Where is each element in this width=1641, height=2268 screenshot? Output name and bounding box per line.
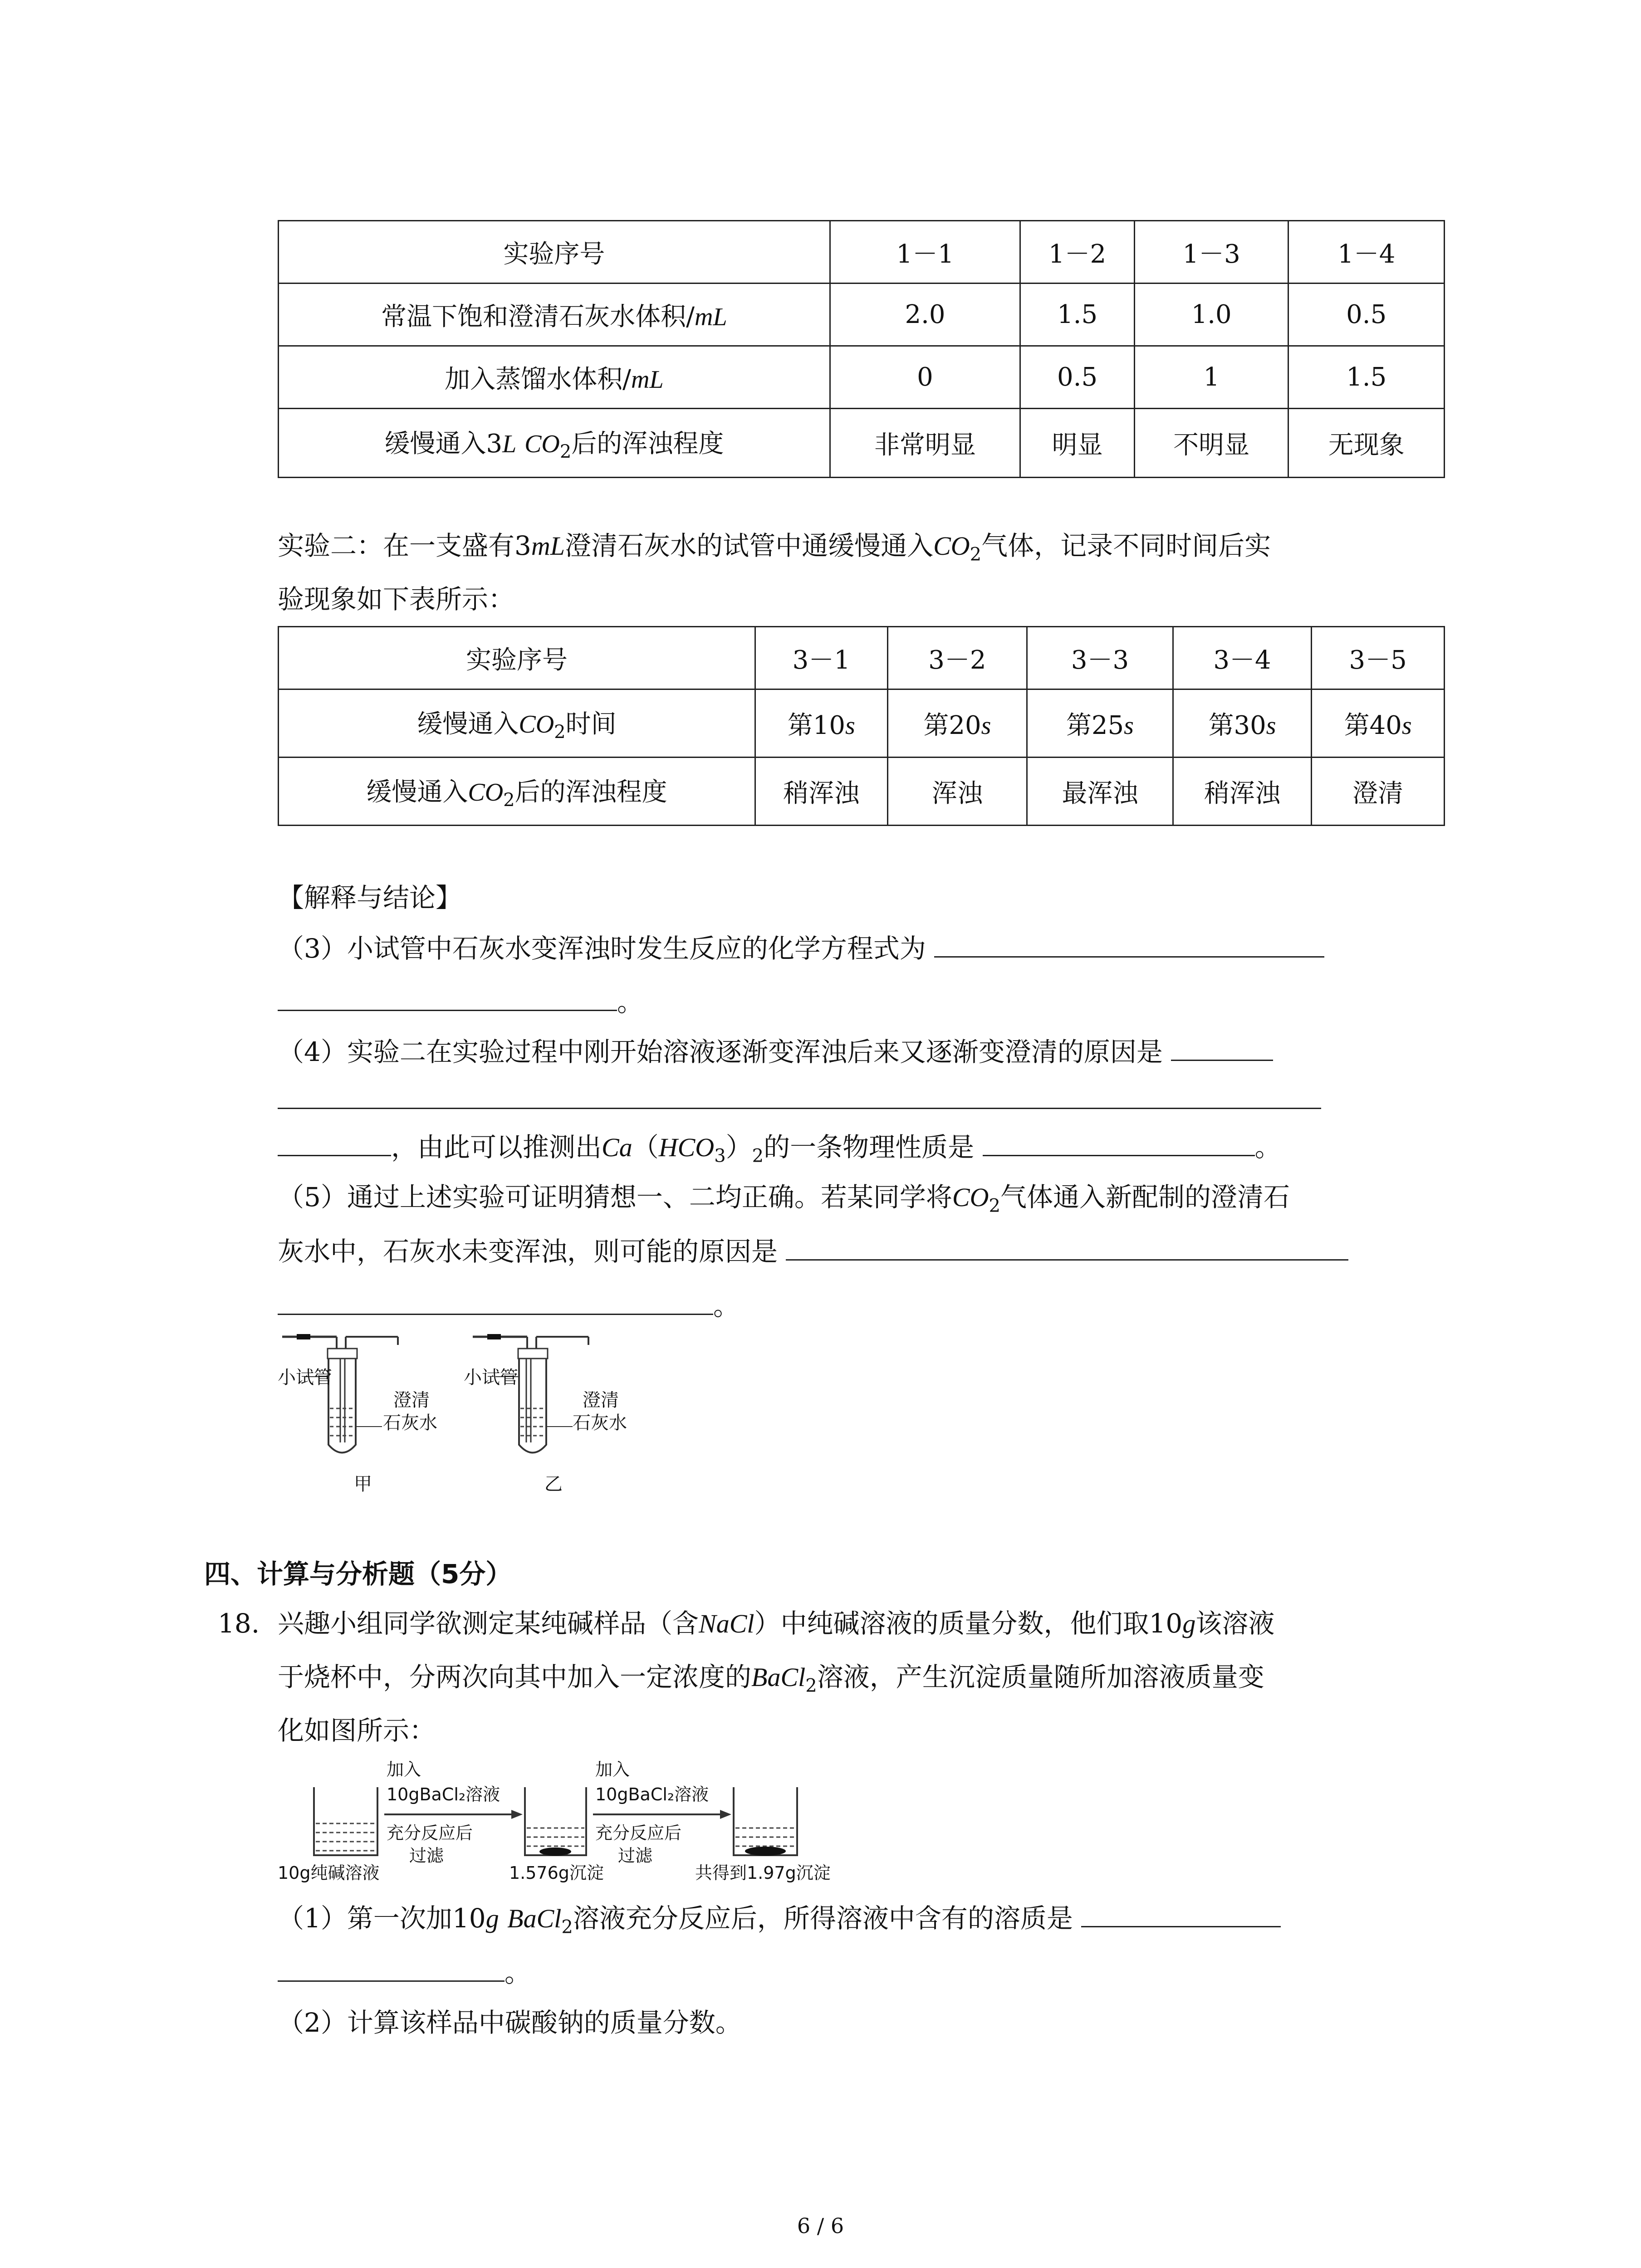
row-label: 缓慢通入$CO_2$后的浑浊程度 <box>279 758 755 826</box>
liquid-label: 澄清 <box>393 1390 430 1411</box>
flow-step-label: 过滤 <box>409 1846 444 1866</box>
liquid-label: 石灰水 <box>383 1413 437 1433</box>
table-header-cell: 实验序号 <box>279 627 755 689</box>
table-cell: 第20s <box>887 689 1027 758</box>
table-header-cell: 3－1 <box>755 627 887 689</box>
row-label: 加入蒸馏水体积/mL <box>279 346 830 409</box>
beaker-caption: 1.576g沉淀 <box>509 1863 604 1883</box>
apparatus-yi-drawing <box>468 1331 650 1467</box>
flow-add-label: 加入 <box>387 1760 421 1779</box>
table-row <box>279 758 1445 826</box>
table-header-cell: 1－3 <box>1134 221 1288 284</box>
liquid-label: 石灰水 <box>573 1413 627 1433</box>
table-row <box>279 689 1445 758</box>
answer-blank[interactable] <box>278 981 617 1011</box>
flow-add-label: 加入 <box>595 1760 630 1779</box>
answer-blank[interactable] <box>278 1951 505 1982</box>
table-header-cell: 3－5 <box>1312 627 1445 689</box>
caption-yi: 乙 <box>544 1474 563 1495</box>
question-18-line2: 于烧杯中，分两次向其中加入一定浓度的BaCl$_2$溶液，产生沉淀质量随所加溶液质量变 <box>278 1662 1264 1696</box>
caption-jia: 甲 <box>354 1474 372 1495</box>
table-cell: 2.0 <box>830 284 1020 346</box>
table-header-cell: 3－3 <box>1027 627 1173 689</box>
table-cell: 非常明显 <box>830 409 1020 478</box>
table-cell: 稍浑浊 <box>755 758 887 826</box>
table-cell: 稍浑浊 <box>1173 758 1312 826</box>
flow-step-label: 充分反应后 <box>595 1823 682 1843</box>
question-5-line2: 灰水中，石灰水未变浑浊，则可能的原因是 <box>278 1225 1348 1278</box>
question-18-line1: 兴趣小组同学欲测定某纯碱样品（含NaCl）中纯碱溶液的质量分数，他们取10g该溶液 <box>278 1608 1275 1639</box>
table-cell: 第10s <box>755 689 887 758</box>
question-18-1: （1）第一次加10g BaCl$_2$溶液充分反应后，所得溶液中含有的溶质是 <box>278 1892 1281 1954</box>
exp2-intro-line1: 实验二：在一支盛有3mL澄清石灰水的试管中通缓慢通入$CO_2$气体，记录不同时间后实 <box>278 530 1271 565</box>
table-cell: 不明显 <box>1134 409 1288 478</box>
table-cell: 0 <box>830 346 1020 409</box>
table-header-cell: 1－2 <box>1020 221 1135 284</box>
question-18-2: （2）计算该样品中碳酸钠的质量分数。 <box>278 2007 742 2038</box>
row-label: 常温下饱和澄清石灰水体积/mL <box>279 284 830 346</box>
table-cell: 第30s <box>1173 689 1312 758</box>
table-header-cell: 3－4 <box>1173 627 1312 689</box>
question-4: （4）实验二在实验过程中刚开始溶液逐渐变浑浊后来又逐渐变澄清的原因是 <box>278 1025 1273 1079</box>
flow-step-label: 过滤 <box>618 1846 653 1866</box>
answer-blank[interactable] <box>278 1285 713 1315</box>
answer-blank[interactable] <box>983 1126 1255 1156</box>
table-experiment-1 <box>278 220 1445 478</box>
flow-step-label: 充分反应后 <box>387 1823 473 1843</box>
tube-label: 小试管 <box>464 1367 518 1388</box>
table-row <box>279 346 1445 409</box>
question-3: （3）小试管中石灰水变浑浊时发生反应的化学方程式为 <box>278 922 1324 975</box>
apparatus-jia-drawing <box>278 1331 459 1467</box>
beaker-flow-diagram <box>278 1755 849 1882</box>
table-header-cell: 3－2 <box>887 627 1027 689</box>
answer-blank[interactable] <box>1081 1897 1281 1927</box>
table-header-row <box>279 627 1445 689</box>
flow-reagent-label: 10gBaCl₂溶液 <box>387 1784 500 1804</box>
answer-blank[interactable] <box>278 1108 1321 1109</box>
question-18-line3: 化如图所示： <box>278 1715 436 1746</box>
answer-blank[interactable] <box>934 927 1324 958</box>
table-cell: 明显 <box>1020 409 1135 478</box>
table-cell: 第25s <box>1027 689 1173 758</box>
question-18-1-cont: 。 <box>278 1946 531 1999</box>
flow-reagent-label: 10gBaCl₂溶液 <box>595 1784 709 1804</box>
question-3-cont: 。 <box>278 975 643 1029</box>
section-heading: 四、计算与分析题（5分） <box>204 1559 512 1589</box>
table-header-cell: 1－1 <box>830 221 1020 284</box>
table-cell: 无现象 <box>1288 409 1445 478</box>
table-cell: 1.5 <box>1288 346 1445 409</box>
beaker-caption: 共得到1.97g沉淀 <box>695 1863 831 1883</box>
conclusion-heading: 【解释与结论】 <box>278 882 462 913</box>
table-cell: 第40s <box>1312 689 1445 758</box>
table-experiment-2 <box>278 626 1445 826</box>
table-cell: 0.5 <box>1020 346 1135 409</box>
question-5: （5）通过上述实验可证明猜想一、二均正确。若某同学将$CO_2$气体通入新配制的澄清石 <box>278 1182 1290 1217</box>
row-label: 缓慢通入$CO_2$时间 <box>279 689 755 758</box>
table-cell: 1.5 <box>1020 284 1135 346</box>
tube-label: 小试管 <box>278 1367 332 1388</box>
apparatus-figure <box>278 1331 641 1504</box>
answer-blank[interactable] <box>786 1230 1348 1261</box>
table-header-row <box>279 221 1445 284</box>
table-cell: 0.5 <box>1288 284 1445 346</box>
question-5-cont: 。 <box>278 1279 740 1333</box>
table-row <box>279 409 1445 478</box>
exp2-intro-line2: 验现象如下表所示： <box>278 584 515 615</box>
table-header-cell: 实验序号 <box>279 221 830 284</box>
row-label: 缓慢通入3L $CO_2$后的浑浊程度 <box>279 409 830 478</box>
table-cell: 1 <box>1134 346 1288 409</box>
table-cell: 1.0 <box>1134 284 1288 346</box>
table-cell: 浑浊 <box>887 758 1027 826</box>
table-row <box>279 284 1445 346</box>
liquid-label: 澄清 <box>583 1390 619 1411</box>
answer-blank[interactable] <box>278 1126 391 1156</box>
table-header-cell: 1－4 <box>1288 221 1445 284</box>
beaker-caption: 10g纯碱溶液 <box>278 1863 380 1883</box>
table-cell: 最浑浊 <box>1027 758 1173 826</box>
question-18-num: 18. <box>218 1608 260 1639</box>
answer-blank[interactable] <box>1171 1031 1273 1061</box>
page-number: 6 / 6 <box>797 2214 844 2238</box>
table-cell: 澄清 <box>1312 758 1445 826</box>
question-4-cont: ，由此可以推测出$Ca(HCO_3)_2$的一条物理性质是 。 <box>278 1120 1281 1183</box>
